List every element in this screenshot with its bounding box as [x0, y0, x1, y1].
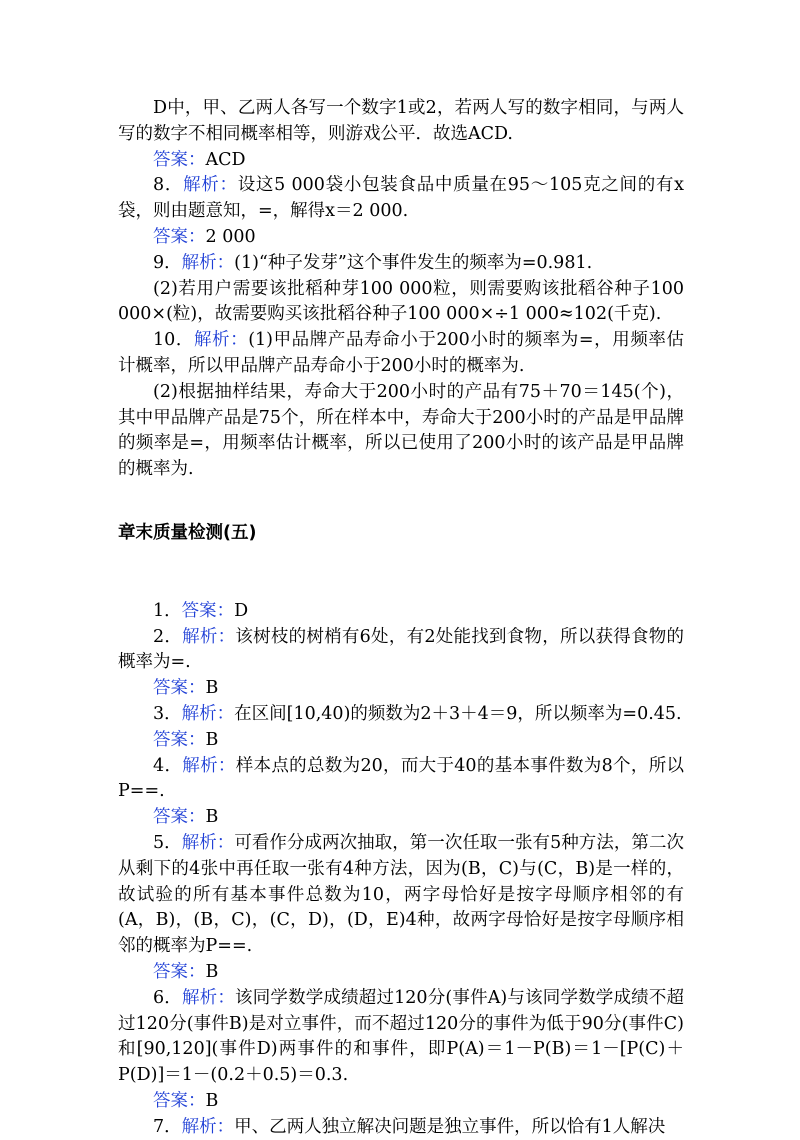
analysis-label: 解析： — [181, 252, 235, 273]
answer-label: 答案： — [181, 600, 235, 621]
q9-analysis: 9．解析：(1)“种子发芽”这个事件发生的频率为=0.981. — [153, 252, 593, 273]
analysis-label: 解析： — [181, 703, 235, 724]
a6-analysis: 6．解析：该同学数学成绩超过120分(事件A)与该同学数学成绩不超过120分(事件B)是对立事件，而不超过120分的事件为低于90分(事件C)和[90,120](事件D)两事件的和事件，即P(A)＝1－P(B)＝1－[P(C)＋P(D)]＝1－(0.2＋0.5)＝0.3. — [118, 987, 685, 1086]
q10-analysis: 10．解析：(1)甲品牌产品寿命小于200小时的频率为=，用频率估计概率，所以甲品牌产品寿命小于200小时的概率为. — [118, 330, 684, 376]
answer-value: B — [205, 729, 219, 750]
answer-value: B — [205, 678, 219, 699]
analysis-label: 解析： — [183, 175, 238, 196]
a6-answer — [118, 1089, 684, 1115]
q8-answer — [118, 225, 684, 251]
answer-value: B — [205, 807, 219, 828]
analysis-label: 解析： — [193, 330, 249, 351]
a3-analysis: 3．解析：在区间[10,40)的频数为2＋3＋4＝9，所以频率为=0.45. — [153, 703, 682, 724]
analysis-label: 解析： — [182, 626, 236, 647]
q9-part2: (2)若用户需要该批稻种芽100 000粒，则需要购该批稻谷种子100 000×(粒)，故需要购买该批稻谷种子100 000×÷1 000≈102(千克). — [118, 278, 684, 325]
answer-label: 答案： — [153, 961, 206, 982]
answer-label: 答案： — [153, 729, 206, 750]
a2-answer — [118, 676, 684, 702]
a1-answer: 1．答案：D — [153, 600, 249, 621]
analysis-label: 解析： — [182, 987, 236, 1008]
analysis-label: 解析： — [181, 832, 235, 853]
answer-label: 答案： — [153, 678, 206, 699]
answer-label: 答案： — [153, 226, 206, 247]
answer-value: B — [205, 1090, 219, 1111]
a7-analysis: 7．解析：甲、乙两人独立解决问题是独立事件，所以恰有1人解决 — [153, 1116, 666, 1137]
q8-analysis: 8．解析：设这5 000袋小包装食品中质量在95～105克之间的有x袋，则由题意知，=，解得x＝2 000. — [118, 175, 684, 222]
answer-line — [118, 148, 684, 174]
a5-analysis: 5．解析：可看作分成两次抽取，第一次任取一张有5种方法，第二次从剩下的4张中再任取一张有4种方法，因为(B，C)与(C，B)是一样的，故试验的所有基本事件总数为10，两字母恰好是按字母顺序相邻的有(A，B)，(B，C)，(C，D)，(D，E)4种，故两字母恰好是按字母顺序相邻的概率为P==. — [118, 832, 684, 957]
q10-part2: (2)根据抽样结果，寿命大于200小时的产品有75＋70＝145(个)，其中甲品牌产品是75个，所在样本中，寿命大于200小时的产品是甲品牌的频率是=，用频率估计概率，所以已使用了200小时的该产品是甲品牌的概率为. — [118, 381, 684, 480]
answer-label: 答案： — [153, 149, 206, 170]
solutions-content — [118, 96, 684, 1140]
answer-label: 答案： — [153, 807, 206, 828]
answer-value: ACD — [205, 149, 246, 170]
answer-value: 2 000 — [205, 226, 256, 247]
a4-answer — [118, 805, 684, 831]
analysis-label: 解析： — [182, 755, 236, 776]
a3-answer — [118, 728, 684, 754]
answer-value: D — [234, 600, 249, 621]
a4-analysis: 4．解析：样本点的总数为20，而大于40的基本事件数为8个，所以P==. — [118, 755, 685, 802]
answer-value: B — [205, 961, 219, 982]
analysis-label: 解析： — [181, 1116, 235, 1137]
paragraph-d-explanation: D中，甲、乙两人各写一个数字1或2，若两人写的数字相同，与两人写的数字不相同概率相等，则游戏公平．故选ACD. — [118, 98, 684, 144]
a5-answer — [118, 960, 684, 986]
answer-label: 答案： — [153, 1090, 206, 1111]
section-heading: 章末质量检测(五) — [118, 522, 257, 543]
a2-analysis: 2．解析：该树枝的树梢有6处，有2处能找到食物，所以获得食物的概率为=. — [118, 626, 684, 673]
